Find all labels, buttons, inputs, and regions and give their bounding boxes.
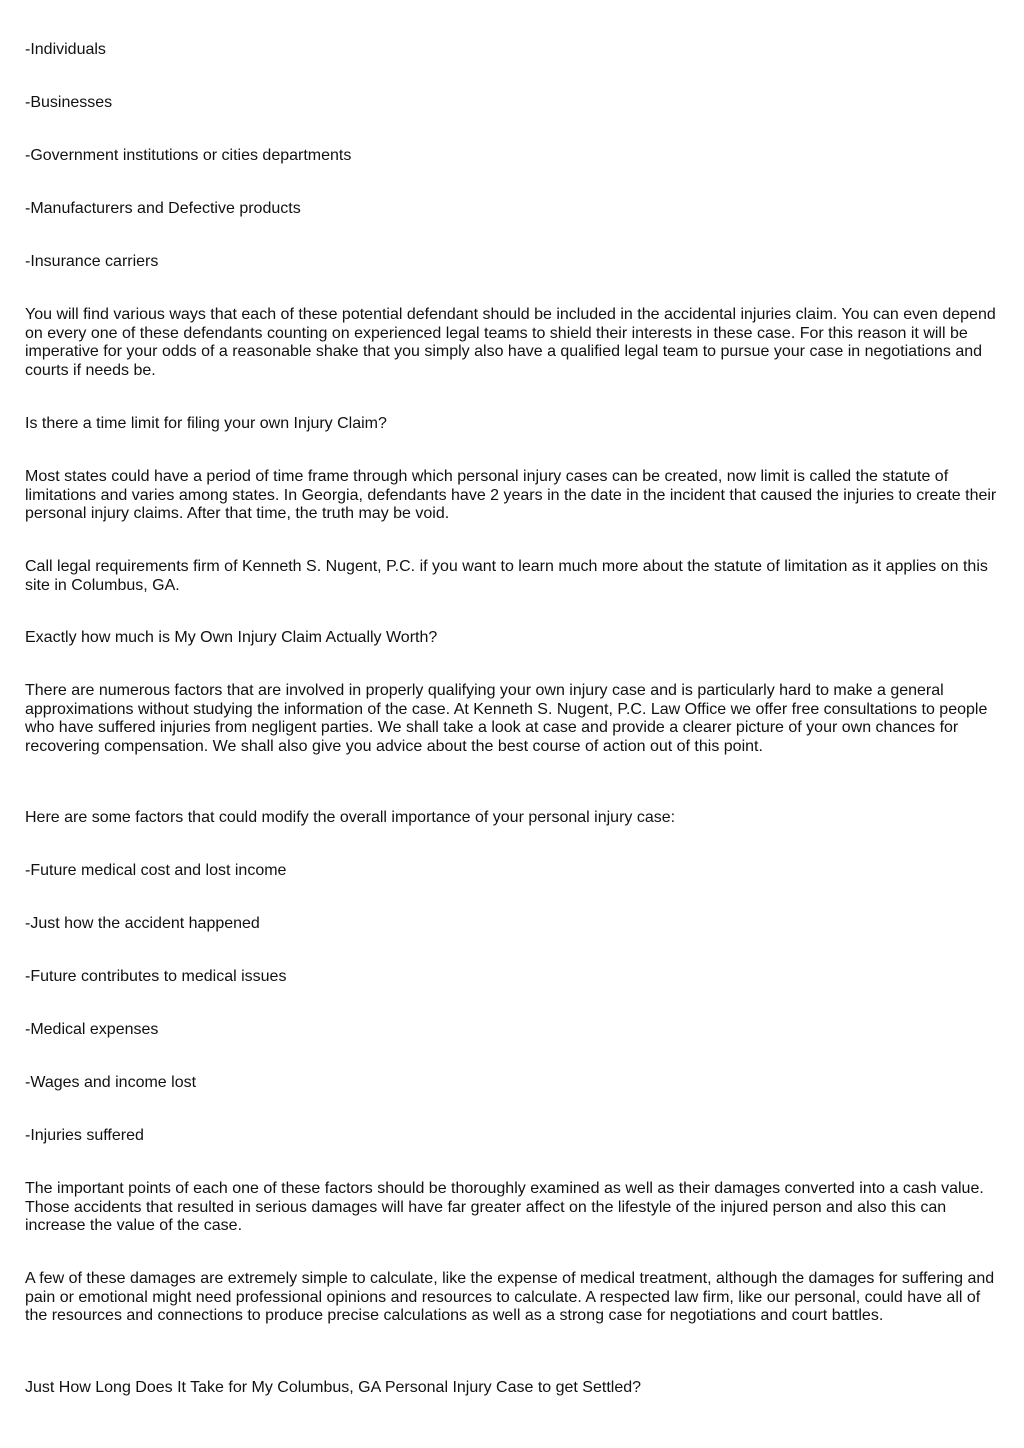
paragraph-defendants: You will find various ways that each of these potential defendant should be included in the accidental injuries claim. You can even depend on every one of these defendants counting on experienced legal teams to shield their interests in these case. For this reason it will be imperative for your odds of a reasonable shake that you simply also have a qualified legal team to pursue your case in negotiations and courts if needs be. <box>25 306 996 379</box>
list-item-businesses: -Businesses <box>25 94 113 111</box>
list-item-accident: -Just how the accident happened <box>25 915 260 932</box>
heading-settlement-time: Just How Long Does It Take for My Columbus, GA Personal Injury Case to get Settled? <box>25 1379 642 1396</box>
paragraph-important-points: The important points of each one of these factors should be thoroughly examined as well as their damages converted into a cash value. Those accidents that resulted in serious damages will have far greater affect on the lifestyle of the injured person and also this can increase the value of the case. <box>25 1180 984 1234</box>
list-item-injuries: -Injuries suffered <box>25 1127 144 1144</box>
list-item-manufacturers: -Manufacturers and Defective products <box>25 200 301 217</box>
paragraph-statute: Most states could have a period of time frame through which personal injury cases can be created, now limit is called the statute of limitations and varies among states. In Georgia, defendants have 2 years in the date in the incident that caused the injuries to create their personal injury claims. After that time, the truth may be void. <box>25 468 997 522</box>
list-item-wages: -Wages and income lost <box>25 1074 197 1091</box>
paragraph-factors-lead: Here are some factors that could modify the overall importance of your personal injury case: <box>25 809 676 826</box>
list-item-individuals: -Individuals <box>25 41 106 58</box>
paragraph-damages: A few of these damages are extremely simple to calculate, like the expense of medical treatment, although the damages for suffering and pain or emotional might need professional opinions and resources to calculate. A respected law firm, like our personal, could have all of the resources and connections to produce precise calculations as well as a strong case for negotiations and court battles. <box>25 1270 995 1324</box>
list-item-medical-expenses: -Medical expenses <box>25 1021 159 1038</box>
list-item-future-issues: -Future contributes to medical issues <box>25 968 287 985</box>
heading-claim-worth: Exactly how much is My Own Injury Claim Actually Worth? <box>25 629 438 646</box>
list-item-government: -Government institutions or cities departments <box>25 147 352 164</box>
heading-time-limit: Is there a time limit for filing your own Injury Claim? <box>25 415 387 432</box>
paragraph-factors-intro: There are numerous factors that are involved in properly qualifying your own injury case and is particularly hard to make a general approximations without studying the information of the case. At Kenneth S. Nugent, P.C. Law Office we offer free consultations to people who have suffered injuries from negligent parties. We shall take a look at case and provide a clearer picture of your own chances for recovering compensation. We shall also give you advice about the best course of action out of this point. <box>25 682 988 755</box>
list-item-insurance: -Insurance carriers <box>25 253 159 270</box>
paragraph-call-firm: Call legal requirements firm of Kenneth S. Nugent, P.C. if you want to learn much more about the statute of limitation as it applies on this site in Columbus, GA. <box>25 558 988 594</box>
list-item-future-medical: -Future medical cost and lost income <box>25 862 287 879</box>
